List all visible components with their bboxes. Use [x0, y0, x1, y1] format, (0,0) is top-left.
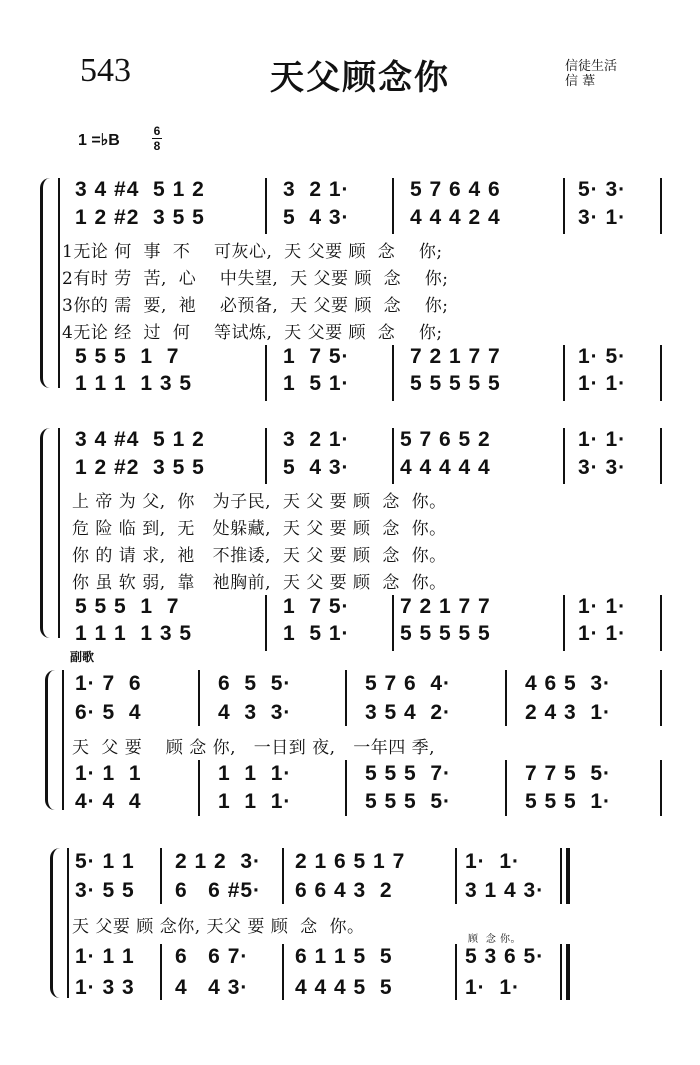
s2-bottom2-m2: 1 5 1· [283, 622, 350, 645]
s3-bottom2-m2: 1 1 1· [218, 790, 292, 813]
s2-top-m2: 3 2 1· [283, 428, 350, 451]
s4-top-m3: 2 1 6 5 1 7 [295, 850, 406, 873]
s1-bottom2-m2: 1 5 1· [283, 372, 350, 395]
s2-bottom-m4: 1· 1· [578, 595, 627, 618]
s4-bottom-m2: 6 6 7· [175, 945, 249, 968]
s4-top2-m4: 3 1 4 3· [465, 879, 545, 902]
s2-top-m1: 3 4 #4 5 1 2 [75, 428, 205, 451]
s4-bottom2-m2: 4 4 3· [175, 976, 249, 999]
s3-bottom-m1: 1· 1 1 [75, 762, 142, 785]
s4-top2-m1: 3· 5 5 [75, 879, 135, 902]
s2-bottom2-m4: 1· 1· [578, 622, 627, 645]
s2-bottom2-m3: 5 5 5 5 5 [400, 622, 491, 645]
s1-lyric-4: 4无论 经 过 何 等试炼, 天 父要 顾 念 你; [62, 323, 443, 343]
s1-bottom-m3: 7 2 1 7 7 [410, 345, 501, 368]
chorus-label: 副歌 [70, 650, 95, 664]
key-signature: 1 =♭B [78, 132, 120, 149]
time-bottom: 8 [153, 139, 161, 153]
s3-top2-m3: 3 5 4 2· [365, 701, 452, 724]
s1-top2-m1: 1 2 #2 3 5 5 [75, 206, 205, 229]
s1-bottom2-m4: 1· 1· [578, 372, 627, 395]
s1-bottom2-m3: 5 5 5 5 5 [410, 372, 501, 395]
s2-top2-m1: 1 2 #2 3 5 5 [75, 456, 205, 479]
hymn-title: 天父顾念你 [270, 58, 450, 98]
s4-small-lyric: 顾 念 你。 [468, 934, 522, 945]
s3-bottom2-m3: 5 5 5 5· [365, 790, 452, 813]
s2-lyric-4: 你 虽 软 弱, 靠 祂胸前, 天 父 要 顾 念 你。 [72, 573, 447, 593]
s1-top-m4: 5· 3· [578, 178, 627, 201]
s4-top-m2: 2 1 2 3· [175, 850, 262, 873]
s2-bottom2-m1: 1 1 1 1 3 5 [75, 622, 193, 645]
s3-bottom2-m1: 4· 4 4 [75, 790, 142, 813]
s2-bottom-m1: 5 5 5 1 7 [75, 595, 180, 618]
s2-lyric-3: 你 的 请 求, 祂 不推诿, 天 父 要 顾 念 你。 [72, 546, 447, 566]
s3-lyric-1: 天 父 要 顾 念 你, 一日到 夜, 一年四 季, [72, 738, 436, 758]
s2-top2-m3: 4 4 4 4 4 [400, 456, 491, 479]
s3-top2-m1: 6· 5 4 [75, 701, 142, 724]
s1-top-m1: 3 4 #4 5 1 2 [75, 178, 205, 201]
s2-lyric-1: 上 帝 为 父, 你 为子民, 天 父 要 顾 念 你。 [72, 492, 447, 512]
s1-lyric-3: 3你的 需 要, 祂 必预备, 天 父要 顾 念 你; [62, 296, 449, 316]
s2-lyric-2: 危 险 临 到, 无 处躲藏, 天 父 要 顾 念 你。 [72, 519, 447, 539]
s3-top-m3: 5 7 6 4· [365, 672, 452, 695]
s3-top2-m4: 2 4 3 1· [525, 701, 612, 724]
s3-bottom2-m4: 5 5 5 1· [525, 790, 612, 813]
s2-top2-m4: 3· 3· [578, 456, 627, 479]
time-top: 6 [153, 124, 161, 138]
s4-bottom2-m1: 1· 3 3 [75, 976, 135, 999]
s4-bottom-m1: 1· 1 1 [75, 945, 135, 968]
s4-bottom2-m3: 4 4 4 5 5 [295, 976, 393, 999]
s1-bottom-m4: 1· 5· [578, 345, 627, 368]
source-credit: 信徒生活 [565, 59, 618, 74]
s4-top-m1: 5· 1 1 [75, 850, 135, 873]
s4-bottom2-m4: 1· 1· [465, 976, 521, 999]
s1-top-m3: 5 7 6 4 6 [410, 178, 501, 201]
s1-top2-m2: 5 4 3· [283, 206, 350, 229]
s2-bottom-m2: 1 7 5· [283, 595, 350, 618]
s4-top-m4: 1· 1· [465, 850, 521, 873]
s1-top2-m4: 3· 1· [578, 206, 627, 229]
s3-top-m4: 4 6 5 3· [525, 672, 612, 695]
s4-bottom-m3: 6 1 1 5 5 [295, 945, 393, 968]
s1-top2-m3: 4 4 4 2 4 [410, 206, 501, 229]
s3-bottom-m2: 1 1 1· [218, 762, 292, 785]
s1-lyric-1: 1无论 何 事 不 可灰心, 天 父要 顾 念 你; [62, 242, 443, 262]
s4-top2-m2: 6 6 #5· [175, 879, 262, 902]
s3-top-m2: 6 5 5· [218, 672, 292, 695]
s1-bottom-m2: 1 7 5· [283, 345, 350, 368]
s1-top-m2: 3 2 1· [283, 178, 350, 201]
s4-bottom-m4: 5 3 6 5· [465, 945, 545, 968]
s3-top2-m2: 4 3 3· [218, 701, 292, 724]
s2-top-m3: 5 7 6 5 2 [400, 428, 491, 451]
s2-bottom-m3: 7 2 1 7 7 [400, 595, 491, 618]
s1-lyric-2: 2有时 劳 苦, 心 中失望, 天 父要 顾 念 你; [62, 269, 449, 289]
s3-top-m1: 1· 7 6 [75, 672, 142, 695]
s2-top2-m2: 5 4 3· [283, 456, 350, 479]
s3-bottom-m3: 5 5 5 7· [365, 762, 452, 785]
hymn-number: 543 [80, 52, 131, 89]
time-signature [152, 124, 162, 153]
author-credit: 信 葦 [565, 74, 596, 89]
s1-bottom-m1: 5 5 5 1 7 [75, 345, 180, 368]
s4-top2-m3: 6 6 4 3 2 [295, 879, 393, 902]
s4-lyric-1: 天 父要 顾 念你, 天父 要 顾 念 你。 [72, 917, 365, 937]
s1-bottom2-m1: 1 1 1 1 3 5 [75, 372, 193, 395]
s3-bottom-m4: 7 7 5 5· [525, 762, 612, 785]
s2-top-m4: 1· 1· [578, 428, 627, 451]
